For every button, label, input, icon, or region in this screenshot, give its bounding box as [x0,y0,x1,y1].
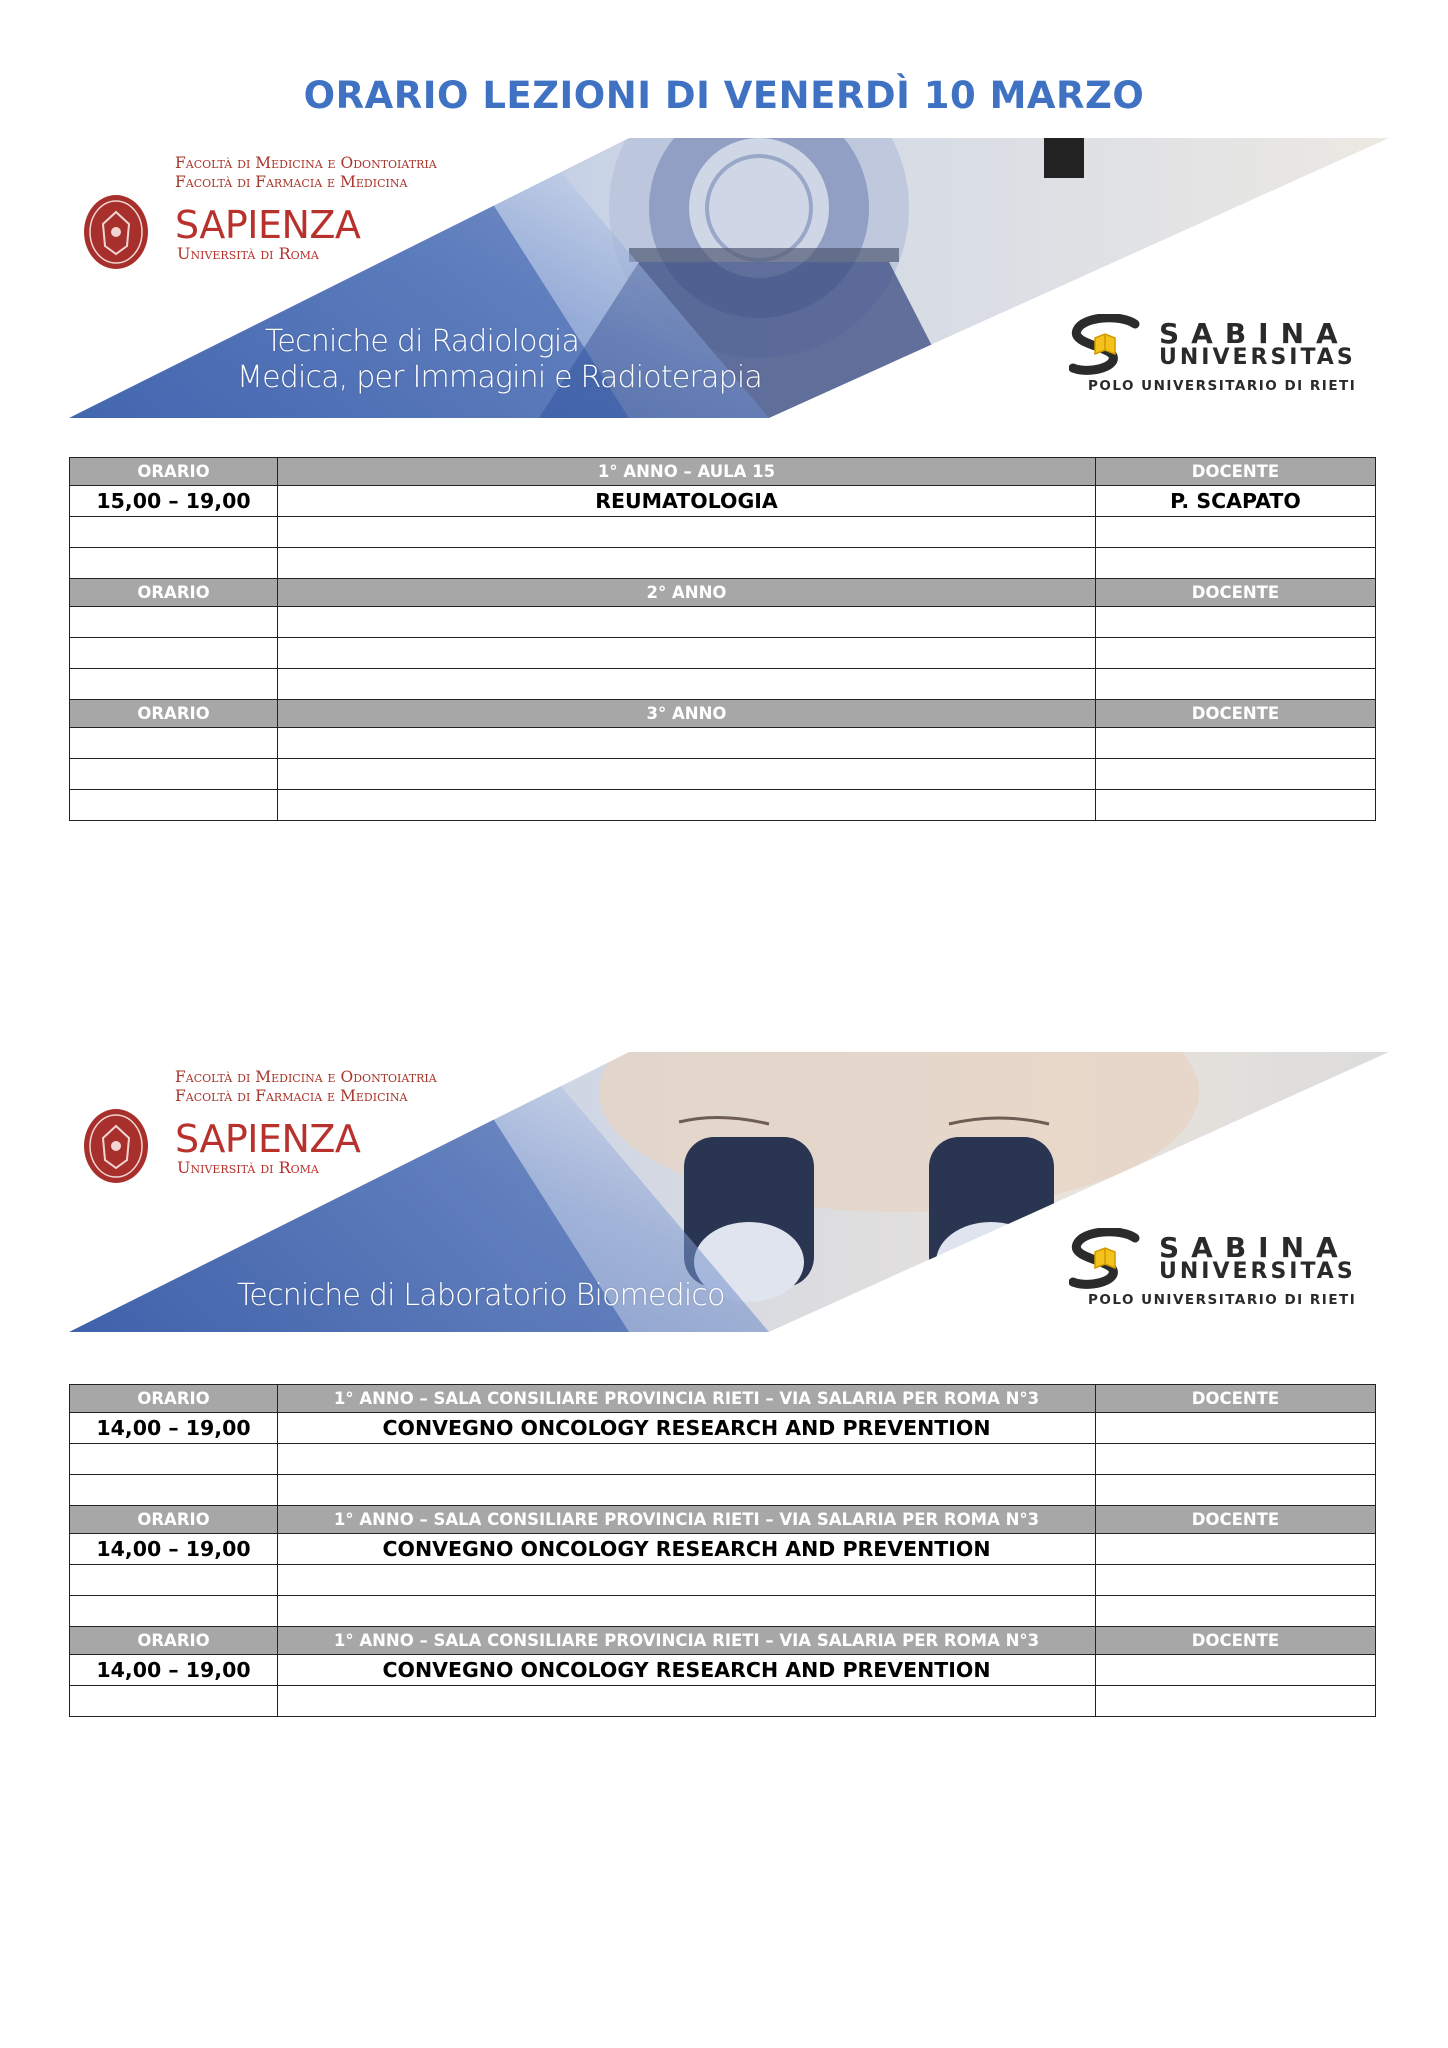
cell-lesson [278,1444,1096,1475]
header-orario: ORARIO [70,1506,278,1534]
cell-lesson [278,517,1096,548]
cell-lesson: CONVEGNO ONCOLOGY RESEARCH AND PREVENTION [278,1655,1096,1686]
partner-subtitle: UNIVERSITAS [1159,345,1356,370]
table-row [70,728,1376,759]
table-row [70,790,1376,821]
cell-docente [1096,759,1376,790]
cell-orario: 14,00 – 19,00 [70,1413,278,1444]
schedule-table-laboratory [69,1384,1376,1717]
cell-docente [1096,1413,1376,1444]
table-row [70,486,1376,517]
header-orario: ORARIO [70,1627,278,1655]
cell-docente [1096,1596,1376,1627]
faculty-line-2: Facoltà di Farmacia e Medicina [175,1087,408,1105]
cell-docente [1096,607,1376,638]
table-row [70,638,1376,669]
table-row [70,1534,1376,1565]
cell-docente [1096,669,1376,700]
header-docente: DOCENTE [1096,1627,1376,1655]
section-header-year-1 [70,458,1376,486]
cell-lesson [278,1686,1096,1717]
header-year: 1° ANNO – AULA 15 [278,458,1096,486]
cell-docente [1096,1565,1376,1596]
cell-docente [1096,1534,1376,1565]
cell-docente [1096,728,1376,759]
table-row [70,1686,1376,1717]
header-docente: DOCENTE [1096,1506,1376,1534]
header-orario: ORARIO [70,579,278,607]
cell-orario: 14,00 – 19,00 [70,1655,278,1686]
cell-docente [1096,517,1376,548]
cell-lesson [278,607,1096,638]
table-row [70,1475,1376,1506]
table-row [70,548,1376,579]
cell-docente [1096,1475,1376,1506]
header-year: 1° ANNO – SALA CONSILIARE PROVINCIA RIETI – VIA SALARIA PER ROMA N°3 [278,1627,1096,1655]
cell-docente [1096,1444,1376,1475]
cell-docente [1096,638,1376,669]
table-row [70,1565,1376,1596]
cell-orario [70,638,278,669]
header-docente: DOCENTE [1096,700,1376,728]
cell-orario [70,548,278,579]
sapienza-seal-icon [83,1108,149,1184]
faculty-line-1: Facoltà di Medicina e Odontoiatria [175,154,437,172]
table-row [70,1444,1376,1475]
header-orario: ORARIO [70,458,278,486]
table-row [70,759,1376,790]
faculty-line-2: Facoltà di Farmacia e Medicina [175,173,408,191]
cell-orario [70,1565,278,1596]
university-name: SAPIENZA [175,203,361,247]
university-subtitle: Università di Roma [177,244,319,263]
course-title-line-1: Tecniche di Radiologia [265,324,580,359]
radiology-banner [69,138,1389,418]
course-title-line-1: Tecniche di Laboratorio Biomedico [237,1278,725,1313]
cell-docente [1096,1686,1376,1717]
header-docente: DOCENTE [1096,458,1376,486]
cell-docente: P. SCAPATO [1096,486,1376,517]
sabina-book-logo-icon [1069,314,1141,380]
cell-lesson: CONVEGNO ONCOLOGY RESEARCH AND PREVENTION [278,1534,1096,1565]
sapienza-seal-icon [83,194,149,270]
cell-lesson: REUMATOLOGIA [278,486,1096,517]
table-row [70,1413,1376,1444]
cell-docente [1096,548,1376,579]
course-title-line-2: Medica, per Immagini e Radioterapia [237,360,762,395]
section-header-year-3 [70,700,1376,728]
partner-name: SABINA [1159,317,1350,350]
cell-orario [70,1686,278,1717]
table-row [70,669,1376,700]
cell-lesson [278,1565,1096,1596]
cell-lesson [278,638,1096,669]
cell-orario: 14,00 – 19,00 [70,1534,278,1565]
header-year: 1° ANNO – SALA CONSILIARE PROVINCIA RIETI – VIA SALARIA PER ROMA N°3 [278,1506,1096,1534]
cell-docente [1096,790,1376,821]
university-subtitle: Università di Roma [177,1158,319,1177]
header-docente: DOCENTE [1096,579,1376,607]
schedule-table-radiology [69,457,1376,821]
partner-subtitle: UNIVERSITAS [1159,1259,1356,1284]
table-row [70,1596,1376,1627]
laboratory-banner [69,1052,1389,1332]
section-header-block-3 [70,1627,1376,1655]
cell-orario [70,669,278,700]
cell-orario [70,790,278,821]
header-year: 3° ANNO [278,700,1096,728]
table-row [70,517,1376,548]
cell-orario [70,1596,278,1627]
cell-orario [70,1444,278,1475]
header-orario: ORARIO [70,1385,278,1413]
cell-lesson [278,728,1096,759]
cell-orario [70,607,278,638]
cell-lesson: CONVEGNO ONCOLOGY RESEARCH AND PREVENTION [278,1413,1096,1444]
partner-name: SABINA [1159,1231,1350,1264]
table-row [70,607,1376,638]
header-docente: DOCENTE [1096,1385,1376,1413]
cell-lesson [278,548,1096,579]
cell-lesson [278,790,1096,821]
cell-orario: 15,00 – 19,00 [70,486,278,517]
section-header-block-2 [70,1506,1376,1534]
cell-docente [1096,1655,1376,1686]
cell-orario [70,1475,278,1506]
faculty-line-1: Facoltà di Medicina e Odontoiatria [175,1068,437,1086]
table-row [70,1655,1376,1686]
page-title: ORARIO LEZIONI DI VENERDÌ 10 MARZO [303,74,1145,117]
cell-orario [70,759,278,790]
partner-polo: POLO UNIVERSITARIO DI RIETI [1088,1292,1357,1308]
header-orario: ORARIO [70,700,278,728]
section-header-block-1 [70,1385,1376,1413]
university-name: SAPIENZA [175,1117,361,1161]
partner-polo: POLO UNIVERSITARIO DI RIETI [1088,378,1357,394]
cell-lesson [278,759,1096,790]
cell-lesson [278,1475,1096,1506]
sabina-book-logo-icon [1069,1228,1141,1294]
header-year: 2° ANNO [278,579,1096,607]
cell-orario [70,728,278,759]
cell-orario [70,517,278,548]
section-header-year-2 [70,579,1376,607]
cell-lesson [278,1596,1096,1627]
header-year: 1° ANNO – SALA CONSILIARE PROVINCIA RIETI – VIA SALARIA PER ROMA N°3 [278,1385,1096,1413]
cell-lesson [278,669,1096,700]
